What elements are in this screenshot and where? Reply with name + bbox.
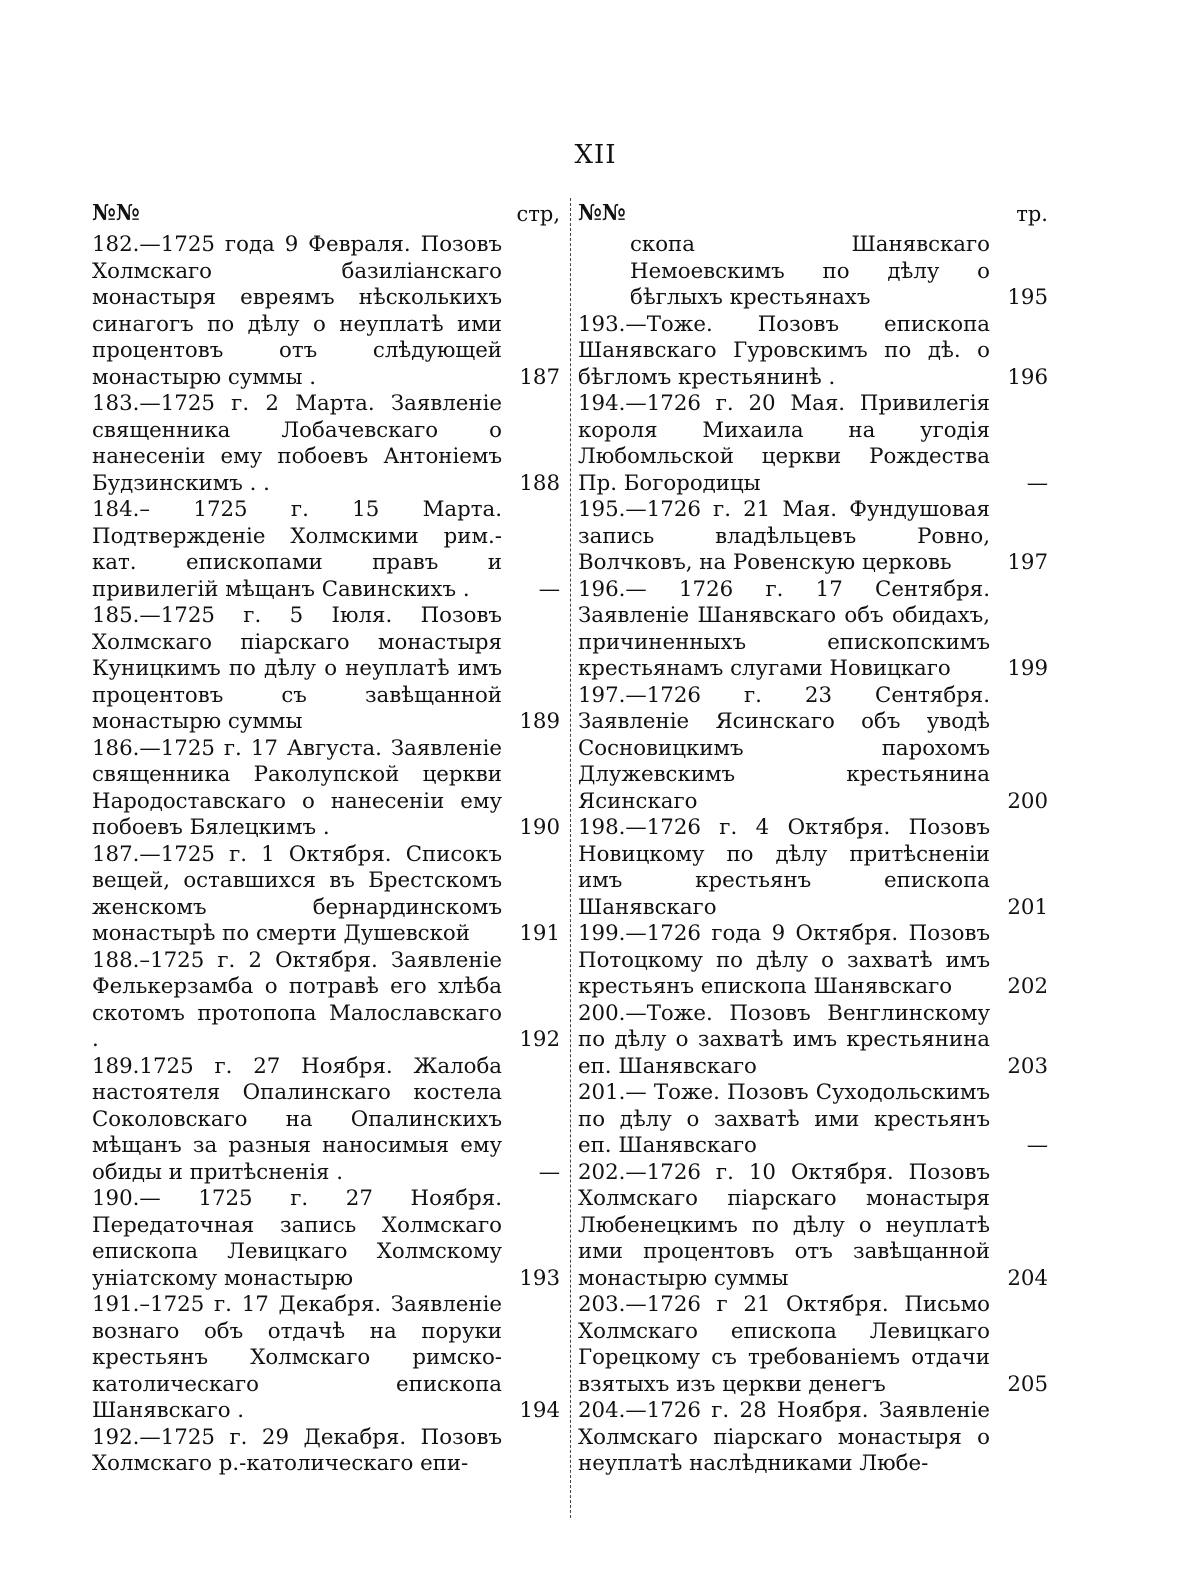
entry-number: 201. xyxy=(578,1080,626,1105)
entry-text: — 1726 г. 17 Сентября. Заявленіе Шанявскаго объ обидахъ, причиненныхъ епископскимъ крестьянамъ слугами Новицкаго xyxy=(578,576,990,681)
entry-list xyxy=(92,232,560,1478)
entry-number: 186. xyxy=(92,735,140,761)
index-entry xyxy=(578,577,1048,683)
continued-entry xyxy=(578,232,1048,312)
entry-page: — xyxy=(1026,1133,1048,1158)
entry-number: 185. xyxy=(92,603,140,628)
entry-page: 196 xyxy=(1007,364,1048,390)
entry-text: — 1725 г. 27 Ноября. Передаточная запись Холмскаго епископа Левицкаго Холмскому уніатскому монастырю xyxy=(92,1186,502,1291)
page-number: XII xyxy=(574,140,617,170)
entry-page: 194 xyxy=(519,1398,560,1423)
entry-text: —1725 года 9 Февраля. Позовъ Холмскаго базиліанскаго монастыря евреямъ нѣсколькихъ синагогъ по дѣлу о неуплатѣ ими процентовъ отъ слѣдующей монастырю суммы . xyxy=(92,232,502,390)
entry-text: —1726 г. 4 Октября. Позовъ Новицкому по дѣлу притѣсненіи имъ крестьянъ епископа Шанявскаго xyxy=(578,815,990,920)
entry-text: —1726 года 9 Октября. Позовъ Потоцкому по дѣлу о захватѣ имъ крестьянъ епископа Шанявскаго xyxy=(578,921,990,999)
entry-number: 204. xyxy=(578,1398,626,1423)
entry-number: 197. xyxy=(578,682,626,708)
entry-text: – 1725 г. 15 Марта. Подтвержденіе Холмскими рим.-кат. епископами правъ и привилегій мѣщанъ Савинскихъ . xyxy=(92,497,502,602)
index-entry xyxy=(92,232,560,391)
index-entry xyxy=(92,1292,560,1425)
entry-number: 190. xyxy=(92,1186,140,1211)
entry-number: 191. xyxy=(92,1292,140,1317)
index-entry xyxy=(578,1001,1048,1081)
entry-number: 192. xyxy=(92,1424,140,1450)
entry-number: 193. xyxy=(578,311,626,337)
index-entry xyxy=(92,1425,560,1478)
entry-page: 204 xyxy=(1007,1265,1048,1291)
header-number-label: №№ xyxy=(92,200,140,226)
index-entry xyxy=(578,1292,1048,1398)
entry-text: скопа Шанявскаго Немоевскимъ по дѣлу о бѣглыхъ крестьянахъ xyxy=(630,232,990,310)
index-entry xyxy=(578,815,1048,921)
entry-text: —1726 г. 21 Мая. Фундушовая запись владѣльцевъ Ровно, Волчковъ, на Ровенскую церковь xyxy=(578,497,990,575)
entry-text: —Тоже. Позовъ епископа Шанявскаго Гуровскимъ по дѣ. о бѣгломъ крестьянинѣ . xyxy=(578,311,990,390)
right-column xyxy=(578,200,1048,1520)
entry-page: 203 xyxy=(1007,1053,1048,1079)
entry-text: –1725 г. 17 Декабря. Заявленіе вознаго объ отдачѣ на поруки крестьянъ Холмскаго римско-католическаго епископа Шанявскаго . xyxy=(92,1292,502,1423)
entry-number: 199. xyxy=(578,921,626,946)
entry-page: 197 xyxy=(1007,550,1048,575)
entry-number: 189. xyxy=(92,1053,140,1079)
entry-text: —1725 г. 5 Іюля. Позовъ Холмскаго піарскаго монастыря Куницкимъ по дѣлу о неуплатѣ имъ процентовъ съ завѣщанной монастырю суммы xyxy=(92,603,502,734)
entry-number: 203. xyxy=(578,1292,626,1317)
entry-page: 188 xyxy=(519,470,560,496)
entry-number: 187. xyxy=(92,841,140,867)
entry-page: — xyxy=(1026,470,1048,496)
entry-text: —1726 г. 20 Мая. Привилегія короля Михаила на угодія Любомльской церкви Рождества Пр. Богородицы xyxy=(578,391,990,496)
index-entry xyxy=(578,1160,1048,1293)
entry-text: —Тоже. Позовъ Венглинскому по дѣлу о захватѣ имъ крестьянина еп. Шанявскаго xyxy=(578,1000,990,1079)
entry-page: 192 xyxy=(519,1027,560,1052)
entry-text: — Тоже. Позовъ Суходольскимъ по дѣлу о захватѣ ими крестьянъ еп. Шанявскаго xyxy=(578,1080,990,1158)
index-entry xyxy=(578,921,1048,1001)
entry-number: 195. xyxy=(578,497,626,522)
entry-number: 194. xyxy=(578,391,626,416)
entry-number: 198. xyxy=(578,815,626,840)
entry-page: 193 xyxy=(519,1265,560,1291)
entry-number: 200. xyxy=(578,1000,626,1026)
column-header xyxy=(92,200,560,232)
index-entry xyxy=(92,948,560,1054)
column-header xyxy=(578,200,1048,232)
entry-number: 202. xyxy=(578,1159,626,1185)
entry-page: 187 xyxy=(519,364,560,390)
entry-number: 182. xyxy=(92,232,140,257)
index-entry xyxy=(578,497,1048,577)
index-entry xyxy=(92,1186,560,1292)
entry-page: 202 xyxy=(1007,974,1048,999)
index-entry xyxy=(578,391,1048,497)
entry-text: –1725 г. 2 Октября. Заявленіе Фелькерзамба о потравѣ его хлѣба скотомъ протопопа Малославскаго . xyxy=(92,947,502,1052)
entry-page: 205 xyxy=(1007,1371,1048,1397)
index-entry xyxy=(578,683,1048,816)
entry-page: 190 xyxy=(519,815,560,840)
entry-list xyxy=(578,312,1048,1478)
index-entry xyxy=(578,1398,1048,1478)
entry-number: 183. xyxy=(92,391,140,416)
header-page-label: стр, xyxy=(516,202,560,226)
entry-number: 184. xyxy=(92,497,140,522)
index-entry xyxy=(92,1054,560,1187)
index-entry xyxy=(92,736,560,842)
entry-text: —1725 г. 17 Августа. Заявленіе священника Раколупской церкви Народоставскаго о нанесеніи ему побоевъ Бялецкимъ . xyxy=(92,735,502,840)
entry-text: —1725 г. 2 Марта. Заявленіе священника Лобачевскаго о нанесеніи ему побоевъ Антоніемъ Будзинскимъ . . xyxy=(92,391,502,496)
header-number-label: №№ xyxy=(578,200,626,226)
entry-number: 196. xyxy=(578,576,626,602)
entry-page: — xyxy=(538,576,560,602)
index-entry xyxy=(92,391,560,497)
index-entry xyxy=(92,497,560,603)
entry-text: 1725 г. 27 Ноября. Жалоба настоятеля Опалинскаго костела Соколовскаго на Опалинскихъ мѣщанъ за разныя наносимыя ему обиды и притѣсненія . xyxy=(92,1053,502,1185)
entry-text: —1726 г. 28 Ноября. Заявленіе Холмскаго піарскаго монастыря о неуплатѣ наслѣдниками Любе- xyxy=(578,1398,990,1476)
index-entry xyxy=(578,1080,1048,1160)
entry-page: 201 xyxy=(1007,894,1048,920)
entry-page: — xyxy=(538,1159,560,1185)
index-entry xyxy=(92,842,560,948)
entry-page: 200 xyxy=(1007,788,1048,814)
entry-text: —1725 г. 1 Октября. Списокъ вещей, оставшихся въ Брестскомъ женскомъ бернардинскомъ монастырѣ по смерти Душевской xyxy=(92,841,502,946)
index-entry xyxy=(578,312,1048,392)
entry-text: —1725 г. 29 Декабря. Позовъ Холмскаго р.-католическаго епи- xyxy=(92,1424,502,1476)
entry-text: —1726 г. 10 Октября. Позовъ Холмскаго піарскаго монастыря Любенецкимъ по дѣлу о неуплатѣ ими процентовъ отъ завѣщанной монастырю суммы xyxy=(578,1159,990,1291)
left-column xyxy=(92,200,560,1520)
index-entry xyxy=(92,603,560,736)
header-page-label: тр. xyxy=(1016,202,1048,226)
entry-page: 189 xyxy=(519,709,560,734)
entry-page: 195 xyxy=(1007,285,1048,310)
entry-text: —1726 г 21 Октября. Письмо Холмскаго епископа Левицкаго Горецкому съ требованіемъ отдачи взятыхъ изъ церкви денегъ xyxy=(578,1292,990,1397)
column-divider xyxy=(570,198,572,1518)
entry-text: —1726 г. 23 Сентября. Заявленіе Ясинскаго объ уводѣ Сосновицкимъ парохомъ Длужевскимъ крестьянина Ясинскаго xyxy=(578,682,990,814)
entry-page: 199 xyxy=(1007,656,1048,681)
entry-number: 188. xyxy=(92,947,140,973)
entry-page: 191 xyxy=(519,921,560,946)
